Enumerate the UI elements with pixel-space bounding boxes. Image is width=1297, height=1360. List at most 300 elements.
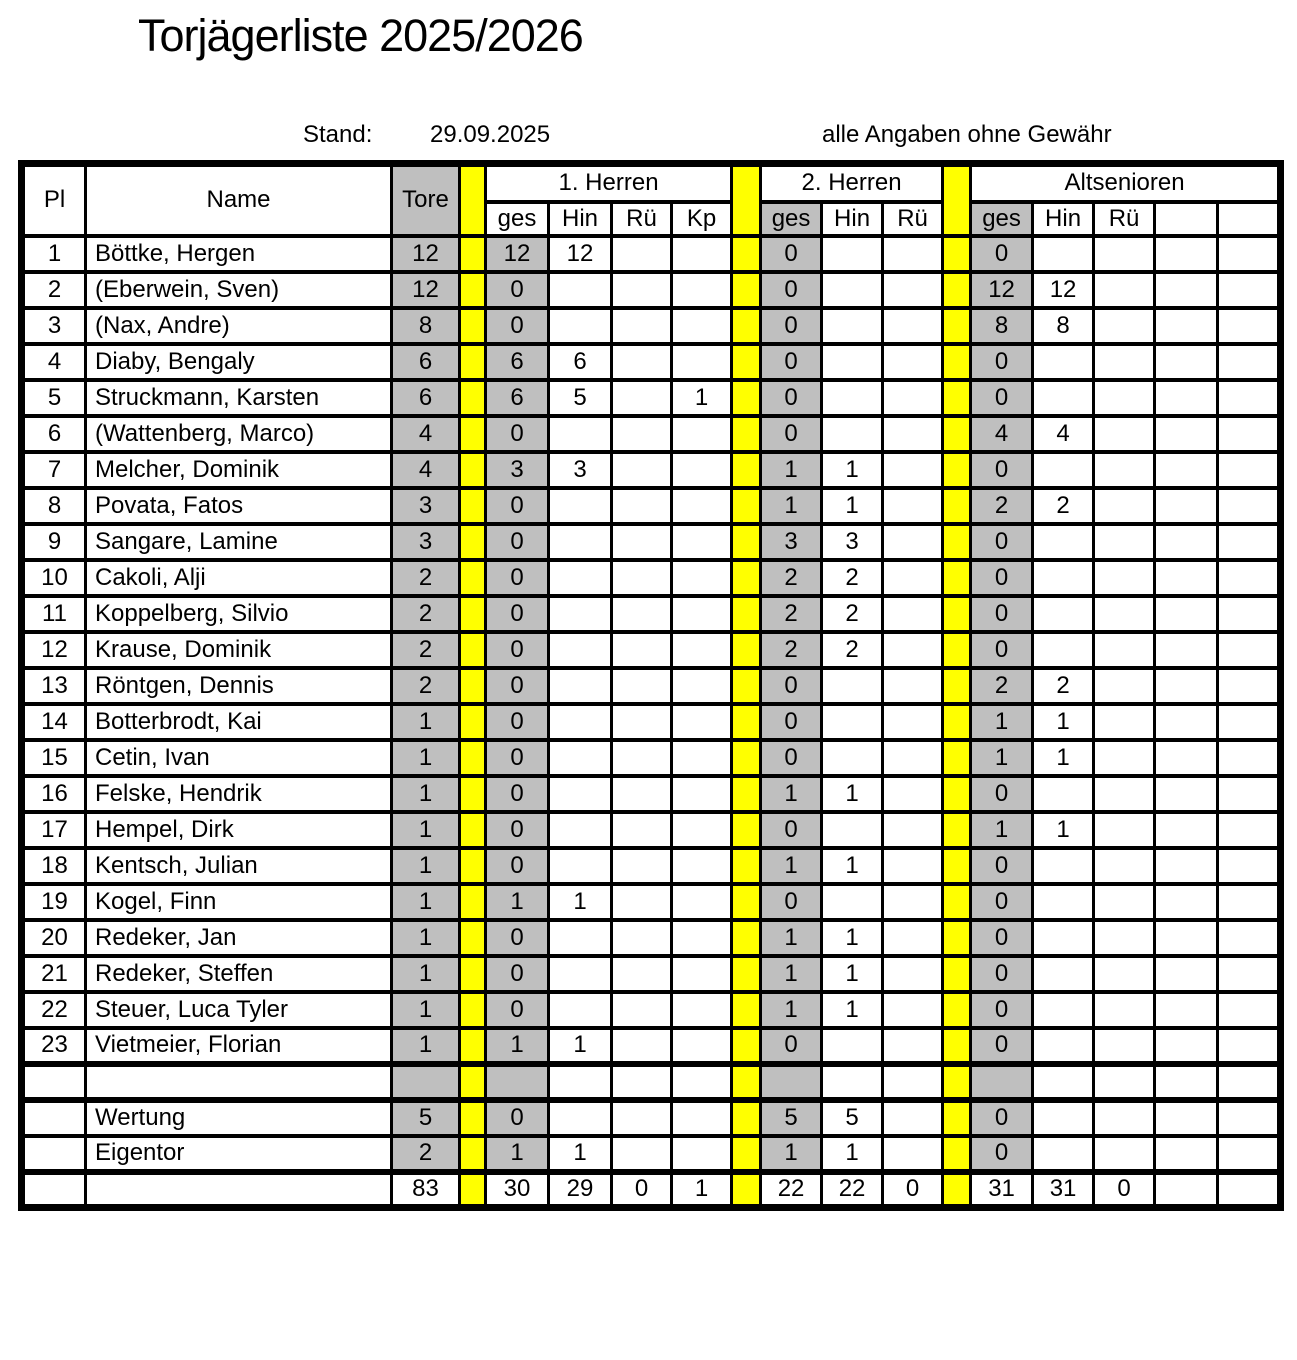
herren2-cell: [822, 344, 883, 380]
altsenioren-cell: [1218, 236, 1281, 272]
altsenioren-cell: 0: [971, 380, 1033, 416]
altsenioren-cell: [1155, 488, 1218, 524]
altsenioren-cell: [1033, 236, 1094, 272]
herren1-cell: 29: [549, 1172, 612, 1208]
herren1-cell: [549, 416, 612, 452]
totals-row: [22, 1172, 1281, 1208]
herren1-cell: [549, 956, 612, 992]
separator-cell: [460, 704, 486, 740]
altsenioren-cell: 0: [971, 776, 1033, 812]
herren1-cell: [672, 1064, 732, 1100]
herren1-cell: [672, 992, 732, 1028]
herren1-cell: [549, 632, 612, 668]
separator-cell: [460, 416, 486, 452]
herren1-cell: [612, 668, 672, 704]
altsenioren-cell: [1094, 884, 1155, 920]
herren1-cell: 0: [486, 416, 549, 452]
altsenioren-cell: [1155, 1064, 1218, 1100]
altsenioren-cell: [1094, 704, 1155, 740]
herren1-cell: [612, 596, 672, 632]
altsenioren-cell: [1155, 848, 1218, 884]
name-cell: Steuer, Luca Tyler: [86, 992, 392, 1028]
herren1-cell: [672, 884, 732, 920]
altsenioren-cell: [971, 1064, 1033, 1100]
altsenioren-cell: [1155, 1136, 1218, 1172]
altsenioren-cell: 0: [971, 1100, 1033, 1136]
pl-cell: 21: [22, 956, 86, 992]
altsenioren-cell: [1155, 920, 1218, 956]
herren1-cell: [672, 920, 732, 956]
separator-cell: [460, 596, 486, 632]
herren1-cell: 0: [486, 488, 549, 524]
altsenioren-cell: [1218, 344, 1281, 380]
altsenioren-cell: [1218, 884, 1281, 920]
altsenioren-cell: [1033, 848, 1094, 884]
table-row: [22, 632, 1281, 668]
name-cell: Hempel, Dirk: [86, 812, 392, 848]
separator-cell: [943, 308, 971, 344]
herren1-cell: 0: [486, 812, 549, 848]
herren2-cell: 1: [822, 776, 883, 812]
herren2-cell: [883, 776, 943, 812]
altsenioren-cell: [1155, 812, 1218, 848]
table-row: [22, 308, 1281, 344]
altsenioren-cell: [1155, 1172, 1218, 1208]
herren1-cell: 0: [486, 668, 549, 704]
altsenioren-cell: [1094, 848, 1155, 884]
tore-cell: 12: [392, 272, 460, 308]
herren2-cell: 0: [761, 236, 822, 272]
herren1-cell: 30: [486, 1172, 549, 1208]
herren1-cell: [612, 1028, 672, 1064]
pl-cell: 20: [22, 920, 86, 956]
pl-cell: [22, 1100, 86, 1136]
altsenioren-cell: [1155, 704, 1218, 740]
herren1-cell: [549, 704, 612, 740]
altsenioren-cell: [1155, 1028, 1218, 1064]
table-row: [22, 812, 1281, 848]
herren1-cell: 0: [486, 560, 549, 596]
name-cell: Povata, Fatos: [86, 488, 392, 524]
subheader-h2-ges: ges: [761, 202, 822, 236]
name-cell: Redeker, Jan: [86, 920, 392, 956]
separator-cell: [943, 704, 971, 740]
altsenioren-cell: [1094, 560, 1155, 596]
herren1-cell: [549, 812, 612, 848]
header-pl: Pl: [22, 164, 86, 236]
separator-cell: [943, 488, 971, 524]
tore-cell: 1: [392, 992, 460, 1028]
name-cell: Kogel, Finn: [86, 884, 392, 920]
table-row: [22, 236, 1281, 272]
herren1-cell: [672, 848, 732, 884]
name-cell: Kentsch, Julian: [86, 848, 392, 884]
herren1-cell: [612, 488, 672, 524]
herren1-cell: [672, 1100, 732, 1136]
altsenioren-cell: [1033, 1064, 1094, 1100]
subheader-h1-ges: ges: [486, 202, 549, 236]
table-row: [22, 884, 1281, 920]
altsenioren-cell: [1094, 668, 1155, 704]
page-title: Torjägerliste 2025/2026: [138, 10, 583, 61]
separator-cell: [460, 668, 486, 704]
pl-cell: 11: [22, 596, 86, 632]
herren2-cell: [822, 380, 883, 416]
tore-cell: 2: [392, 1136, 460, 1172]
subheader-alt-hin: Hin: [1033, 202, 1094, 236]
table-row: [22, 344, 1281, 380]
herren1-cell: [672, 452, 732, 488]
herren1-cell: [549, 272, 612, 308]
altsenioren-cell: [1218, 560, 1281, 596]
herren2-cell: 0: [761, 308, 822, 344]
herren1-cell: [672, 524, 732, 560]
altsenioren-cell: [1218, 1136, 1281, 1172]
herren2-cell: [761, 1064, 822, 1100]
tore-cell: 83: [392, 1172, 460, 1208]
separator-cell: [460, 776, 486, 812]
herren1-cell: [549, 740, 612, 776]
separator-column: [460, 164, 486, 236]
altsenioren-cell: 12: [971, 272, 1033, 308]
altsenioren-cell: [1033, 632, 1094, 668]
pl-cell: [22, 1136, 86, 1172]
altsenioren-cell: [1218, 524, 1281, 560]
altsenioren-cell: 1: [971, 704, 1033, 740]
separator-cell: [460, 1172, 486, 1208]
table-row: [22, 704, 1281, 740]
herren1-cell: [612, 776, 672, 812]
altsenioren-cell: [1033, 1136, 1094, 1172]
altsenioren-cell: [1218, 272, 1281, 308]
altsenioren-cell: [1218, 308, 1281, 344]
spacer-row: [22, 1064, 1281, 1100]
name-cell: Koppelberg, Silvio: [86, 596, 392, 632]
separator-cell: [943, 632, 971, 668]
herren1-cell: [549, 524, 612, 560]
herren1-cell: [549, 308, 612, 344]
herren2-cell: [822, 812, 883, 848]
tore-cell: 1: [392, 956, 460, 992]
herren2-cell: [883, 920, 943, 956]
herren1-cell: [612, 416, 672, 452]
altsenioren-cell: [1033, 920, 1094, 956]
altsenioren-cell: [1155, 740, 1218, 776]
altsenioren-cell: [1155, 236, 1218, 272]
altsenioren-cell: [1094, 740, 1155, 776]
herren2-cell: 1: [761, 992, 822, 1028]
name-cell: Sangare, Lamine: [86, 524, 392, 560]
herren1-cell: [672, 236, 732, 272]
tore-cell: 6: [392, 344, 460, 380]
herren2-cell: 0: [761, 344, 822, 380]
separator-cell: [732, 920, 761, 956]
altsenioren-cell: [1033, 380, 1094, 416]
altsenioren-cell: 2: [1033, 488, 1094, 524]
herren1-cell: [612, 1100, 672, 1136]
herren1-cell: 0: [486, 704, 549, 740]
separator-cell: [460, 452, 486, 488]
herren1-cell: 0: [486, 956, 549, 992]
altsenioren-cell: [1155, 956, 1218, 992]
herren1-cell: [612, 344, 672, 380]
name-cell: [86, 1172, 392, 1208]
altsenioren-cell: 4: [1033, 416, 1094, 452]
table-row: [22, 560, 1281, 596]
pl-cell: 3: [22, 308, 86, 344]
herren1-cell: 0: [486, 1100, 549, 1136]
herren1-cell: [612, 884, 672, 920]
altsenioren-cell: 1: [1033, 704, 1094, 740]
herren2-cell: [883, 956, 943, 992]
herren1-cell: [672, 956, 732, 992]
altsenioren-cell: [1033, 1028, 1094, 1064]
separator-cell: [943, 1172, 971, 1208]
altsenioren-cell: [1155, 380, 1218, 416]
table-row: [22, 956, 1281, 992]
herren1-cell: [549, 596, 612, 632]
altsenioren-cell: [1094, 1028, 1155, 1064]
group-header-altsenioren: Altsenioren: [971, 164, 1281, 202]
separator-cell: [943, 1100, 971, 1136]
herren2-cell: [822, 308, 883, 344]
herren2-cell: [883, 632, 943, 668]
herren1-cell: 12: [549, 236, 612, 272]
herren1-cell: 1: [486, 884, 549, 920]
separator-cell: [460, 1100, 486, 1136]
separator-cell: [943, 524, 971, 560]
herren1-cell: 1: [549, 1136, 612, 1172]
separator-cell: [460, 488, 486, 524]
altsenioren-cell: [1155, 308, 1218, 344]
herren1-cell: 0: [486, 776, 549, 812]
name-cell: Struckmann, Karsten: [86, 380, 392, 416]
altsenioren-cell: [1033, 344, 1094, 380]
separator-cell: [460, 1064, 486, 1100]
herren2-cell: [822, 740, 883, 776]
herren2-cell: [883, 524, 943, 560]
tore-cell: 6: [392, 380, 460, 416]
herren1-cell: [549, 560, 612, 596]
herren2-cell: [822, 884, 883, 920]
herren2-cell: [883, 236, 943, 272]
separator-cell: [732, 560, 761, 596]
herren2-cell: [883, 992, 943, 1028]
separator-cell: [460, 1028, 486, 1064]
altsenioren-cell: [1094, 380, 1155, 416]
herren2-cell: [883, 596, 943, 632]
pl-cell: 10: [22, 560, 86, 596]
separator-cell: [943, 272, 971, 308]
separator-cell: [732, 956, 761, 992]
altsenioren-cell: [1218, 740, 1281, 776]
pl-cell: 6: [22, 416, 86, 452]
separator-cell: [943, 416, 971, 452]
altsenioren-cell: [1094, 992, 1155, 1028]
herren2-cell: 1: [761, 776, 822, 812]
separator-cell: [943, 740, 971, 776]
herren2-cell: 2: [761, 560, 822, 596]
separator-cell: [460, 920, 486, 956]
tore-cell: 3: [392, 488, 460, 524]
altsenioren-cell: [1094, 1064, 1155, 1100]
pl-cell: 18: [22, 848, 86, 884]
pl-cell: 9: [22, 524, 86, 560]
herren1-cell: [612, 236, 672, 272]
table-row: [22, 848, 1281, 884]
herren1-cell: [612, 452, 672, 488]
altsenioren-cell: [1218, 380, 1281, 416]
tore-cell: 8: [392, 308, 460, 344]
herren2-cell: [883, 1136, 943, 1172]
herren1-cell: [486, 1064, 549, 1100]
herren2-cell: [822, 704, 883, 740]
herren2-cell: [883, 848, 943, 884]
altsenioren-cell: 2: [1033, 668, 1094, 704]
herren1-cell: 3: [486, 452, 549, 488]
pl-cell: 2: [22, 272, 86, 308]
tore-cell: 1: [392, 920, 460, 956]
subheader-alt-empty: [1218, 202, 1281, 236]
altsenioren-cell: [1033, 560, 1094, 596]
altsenioren-cell: 8: [971, 308, 1033, 344]
table-row: [22, 488, 1281, 524]
herren2-cell: 1: [761, 920, 822, 956]
subheader-h2-rue: Rü: [883, 202, 943, 236]
separator-cell: [732, 704, 761, 740]
separator-cell: [460, 344, 486, 380]
herren2-cell: [883, 560, 943, 596]
herren2-cell: [822, 1028, 883, 1064]
herren2-cell: 1: [822, 848, 883, 884]
separator-cell: [732, 992, 761, 1028]
herren1-cell: [672, 776, 732, 812]
separator-cell: [943, 992, 971, 1028]
separator-cell: [732, 1100, 761, 1136]
altsenioren-cell: [1218, 812, 1281, 848]
herren2-cell: 1: [822, 1136, 883, 1172]
separator-cell: [732, 848, 761, 884]
herren2-cell: 1: [822, 452, 883, 488]
separator-cell: [732, 452, 761, 488]
altsenioren-cell: 0: [971, 992, 1033, 1028]
separator-cell: [943, 596, 971, 632]
herren2-cell: 2: [761, 596, 822, 632]
herren1-cell: [612, 1064, 672, 1100]
herren1-cell: 0: [612, 1172, 672, 1208]
subheader-alt-rue: Rü: [1094, 202, 1155, 236]
herren2-cell: 0: [761, 812, 822, 848]
table-row: [22, 416, 1281, 452]
name-cell: Felske, Hendrik: [86, 776, 392, 812]
separator-cell: [732, 272, 761, 308]
tore-cell: 1: [392, 884, 460, 920]
subheader-h1-hin: Hin: [549, 202, 612, 236]
herren1-cell: 0: [486, 524, 549, 560]
altsenioren-cell: 0: [971, 920, 1033, 956]
herren1-cell: 1: [486, 1136, 549, 1172]
separator-cell: [943, 956, 971, 992]
herren1-cell: [612, 272, 672, 308]
herren2-cell: 0: [761, 704, 822, 740]
separator-cell: [732, 884, 761, 920]
herren1-cell: 0: [486, 632, 549, 668]
separator-cell: [732, 668, 761, 704]
herren1-cell: 0: [486, 596, 549, 632]
separator-cell: [732, 776, 761, 812]
separator-cell: [732, 596, 761, 632]
altsenioren-cell: [1218, 416, 1281, 452]
altsenioren-cell: [1094, 956, 1155, 992]
herren2-cell: [883, 416, 943, 452]
herren2-cell: 1: [822, 920, 883, 956]
herren1-cell: [672, 416, 732, 452]
altsenioren-cell: 2: [971, 488, 1033, 524]
herren2-cell: 0: [883, 1172, 943, 1208]
tore-cell: 2: [392, 632, 460, 668]
herren1-cell: [672, 560, 732, 596]
altsenioren-cell: 31: [1033, 1172, 1094, 1208]
altsenioren-cell: [1155, 668, 1218, 704]
name-cell: Eigentor: [86, 1136, 392, 1172]
altsenioren-cell: 1: [971, 740, 1033, 776]
herren2-cell: 0: [761, 884, 822, 920]
separator-cell: [732, 1064, 761, 1100]
separator-cell: [943, 848, 971, 884]
altsenioren-cell: 0: [1094, 1172, 1155, 1208]
separator-cell: [460, 740, 486, 776]
herren1-cell: 5: [549, 380, 612, 416]
separator-cell: [460, 272, 486, 308]
separator-cell: [732, 380, 761, 416]
altsenioren-cell: [1033, 1100, 1094, 1136]
altsenioren-cell: [1094, 524, 1155, 560]
herren2-cell: 1: [761, 488, 822, 524]
table-row: [22, 740, 1281, 776]
herren2-cell: [883, 452, 943, 488]
altsenioren-cell: [1218, 848, 1281, 884]
altsenioren-cell: [1155, 884, 1218, 920]
altsenioren-cell: [1033, 956, 1094, 992]
herren1-cell: 1: [672, 380, 732, 416]
altsenioren-cell: [1218, 920, 1281, 956]
separator-cell: [460, 1136, 486, 1172]
altsenioren-cell: [1218, 956, 1281, 992]
altsenioren-cell: [1218, 1172, 1281, 1208]
altsenioren-cell: [1033, 884, 1094, 920]
pl-cell: 5: [22, 380, 86, 416]
tore-cell: 2: [392, 668, 460, 704]
herren2-cell: 22: [822, 1172, 883, 1208]
herren1-cell: 6: [486, 344, 549, 380]
pl-cell: 22: [22, 992, 86, 1028]
name-cell: [86, 1064, 392, 1100]
altsenioren-cell: 0: [971, 956, 1033, 992]
separator-cell: [460, 524, 486, 560]
herren1-cell: [672, 596, 732, 632]
tore-cell: 2: [392, 560, 460, 596]
herren1-cell: 6: [549, 344, 612, 380]
tore-cell: [392, 1064, 460, 1100]
herren2-cell: 0: [761, 740, 822, 776]
herren1-cell: 0: [486, 920, 549, 956]
herren1-cell: 0: [486, 308, 549, 344]
herren2-cell: [883, 488, 943, 524]
altsenioren-cell: [1155, 272, 1218, 308]
herren1-cell: [672, 272, 732, 308]
herren2-cell: 1: [822, 956, 883, 992]
altsenioren-cell: [1155, 632, 1218, 668]
